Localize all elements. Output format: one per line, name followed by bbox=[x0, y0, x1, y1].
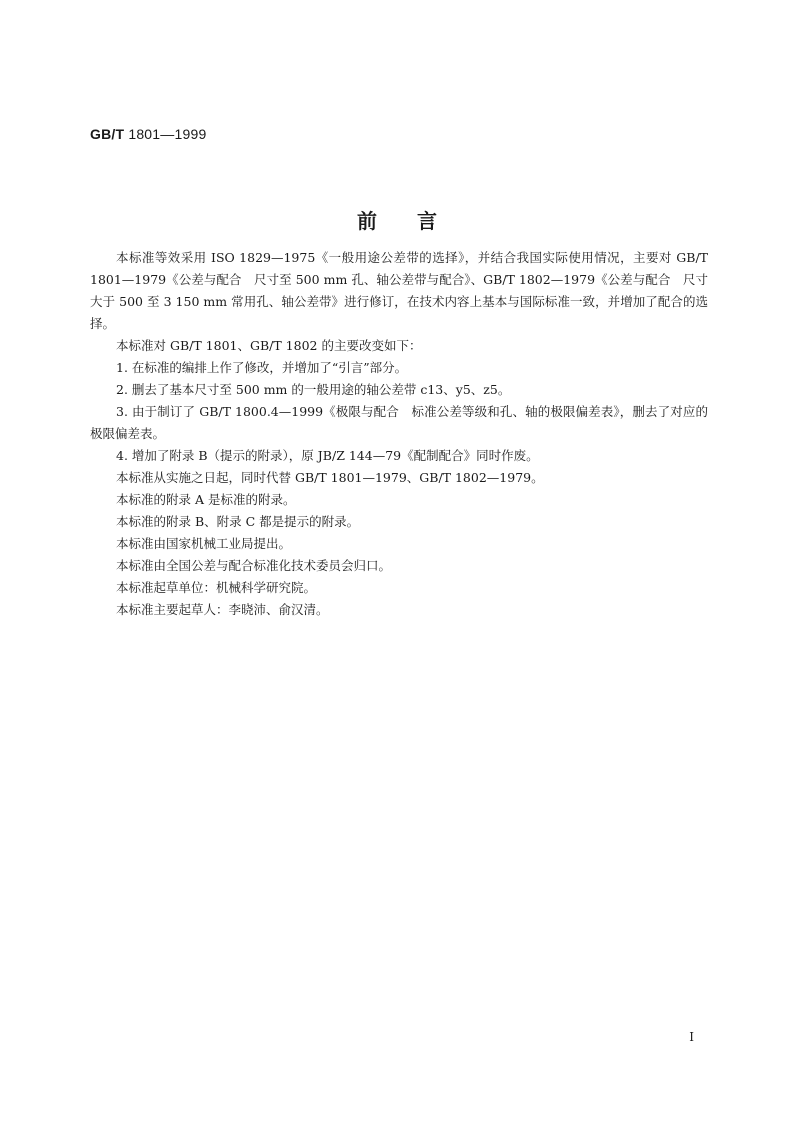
paragraph-13: 本标准主要起草人：李晓沛、俞汉清。 bbox=[116, 602, 329, 617]
standard-code-prefix: GB/T bbox=[90, 126, 125, 142]
paragraph-8: 本标准的附录 A 是标准的附录。 bbox=[116, 492, 296, 507]
paragraph-12: 本标准起草单位：机械科学研究院。 bbox=[116, 580, 317, 595]
paragraph-7: 本标准从实施之日起，同时代替 GB/T 1801—1979、GB/T 1802—1979。 bbox=[116, 470, 544, 485]
paragraph-2: 本标准对 GB/T 1801、GB/T 1802 的主要改变如下： bbox=[116, 338, 422, 353]
page-number: I bbox=[689, 1030, 694, 1044]
paragraph-10: 本标准由国家机械工业局提出。 bbox=[116, 536, 292, 551]
paragraph-5: 3. 由于制订了 GB/T 1800.4—1999《极限与配合 标准公差等级和孔、轴的极限偏差表》，删去了对应的极限偏差表。 bbox=[90, 404, 708, 441]
page-title: 前言 bbox=[357, 209, 477, 233]
standard-code-number: 1801—1999 bbox=[124, 126, 207, 142]
paragraph-3: 1. 在标准的编排上作了修改，并增加了“引言”部分。 bbox=[116, 360, 408, 375]
standard-code bbox=[90, 126, 206, 142]
paragraph-9: 本标准的附录 B、附录 C 都是提示的附录。 bbox=[116, 514, 360, 529]
paragraph-6: 4. 增加了附录 B（提示的附录），原 JB/Z 144—79《配制配合》同时作废。 bbox=[116, 448, 539, 463]
foreword-body bbox=[90, 247, 708, 621]
paragraph-1: 本标准等效采用 ISO 1829—1975《一般用途公差带的选择》，并结合我国实际使用情况，主要对 GB/T 1801—1979《公差与配合 尺寸至 500 mm 孔、轴公差带与配合》、GB/T 1802—1979《公差与配合 尺寸大于 500 至 3 150 mm 常用孔、轴公差带》进行修订，在技术内容上基本与国际标准一致，并增加了配合的选择。 bbox=[90, 250, 708, 331]
paragraph-4: 2. 删去了基本尺寸至 500 mm 的一般用途的轴公差带 c13、y5、z5。 bbox=[116, 382, 511, 397]
paragraph-11: 本标准由全国公差与配合标准化技术委员会归口。 bbox=[116, 558, 392, 573]
